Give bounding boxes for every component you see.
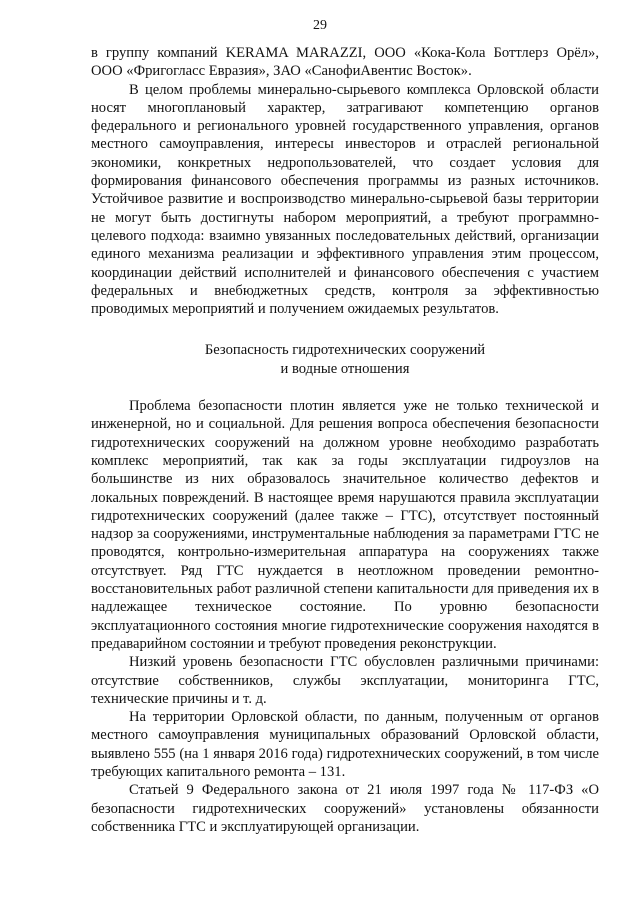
paragraph-low-safety-level: Низкий уровень безопасности ГТС обусловлен различными причинами: отсутствие собственников, службы эксплуатации, мониторинга ГТС, технические причины и т. д. (91, 654, 599, 707)
page-number: 29 (313, 18, 327, 33)
paragraph-mineral-resources: В целом проблемы минерально-сырьевого комплекса Орловской области носят многоплановый характер, затрагивают компетенцию органов федерального и регионального уровней государственного управления, органов местного самоуправления, интересы инвесторов и отраслей региональной экономики, конкретных недропользователей, что создает условия для формирования финансового обеспечения программы из разных источников. Устойчивое развитие и воспроизводство минерально-сырьевой базы территории не могут быть достигнуты набором мероприятий, а требуют программно-целевого подхода: взаимно увязанных последовательных действий, организации единого механизма реализации и эффективного управления этим процессом, координации действий исполнителей и финансового обеспечения с участием федеральных и внебюджетных средств, контроля за эффективностью проводимых мероприятий и получением ожидаемых результатов. (91, 81, 599, 318)
paragraph-continuation: в группу компаний KERAMA MARAZZI, ООО «Кока-Кола Боттлерз Орёл», ООО «Фригогласс Евразия», ЗАО «СанофиАвентис Восток». (91, 45, 599, 80)
document-body (91, 44, 599, 836)
section-heading (91, 341, 599, 378)
paragraph-hts-count: На территории Орловской области, по данным, полученным от органов местного самоуправления муниципальных образований Орловской области, выявлено 555 (на 1 января 2016 года) гидротехнических сооружений, в том числе требующих капитального ремонта – 131. (91, 709, 599, 780)
paragraph-federal-law: Статьей 9 Федерального закона от 21 июля 1997 года № 117-ФЗ «О безопасности гидротехнических сооружений» установлены обязанности собственника ГТС и эксплуатирующей организации. (91, 782, 599, 835)
section-heading-line2: и водные отношения (280, 360, 410, 377)
section-heading-line1: Безопасность гидротехнических сооружений (204, 342, 486, 359)
paragraph-dam-safety: Проблема безопасности плотин является уже не только технической и инженерной, но и социальной. Для решения вопроса обеспечения безопасности гидротехнических сооружений на должном уровне необходимо разработать комплекс мероприятий, так как за годы эксплуатации гидроузлов на большинстве из них образовалось значительное количество дефектов и локальных повреждений. В настоящее время нарушаются правила эксплуатации гидротехнических сооружений (далее также – ГТС), отсутствует постоянный надзор за сооружениями, инструментальные наблюдения за параметрами ГТС не проводятся, контрольно-измерительная аппаратура на сооружениях также отсутствует. Ряд ГТС нуждается в неотложном проведении ремонтно-восстановительных работ различной степени капитальности для приведения их в надлежащее техническое состояние. По уровню безопасности эксплуатационного состояния многие гидротехнические сооружения находятся в предаварийном состоянии и требуют проведения реконструкции. (91, 398, 599, 652)
